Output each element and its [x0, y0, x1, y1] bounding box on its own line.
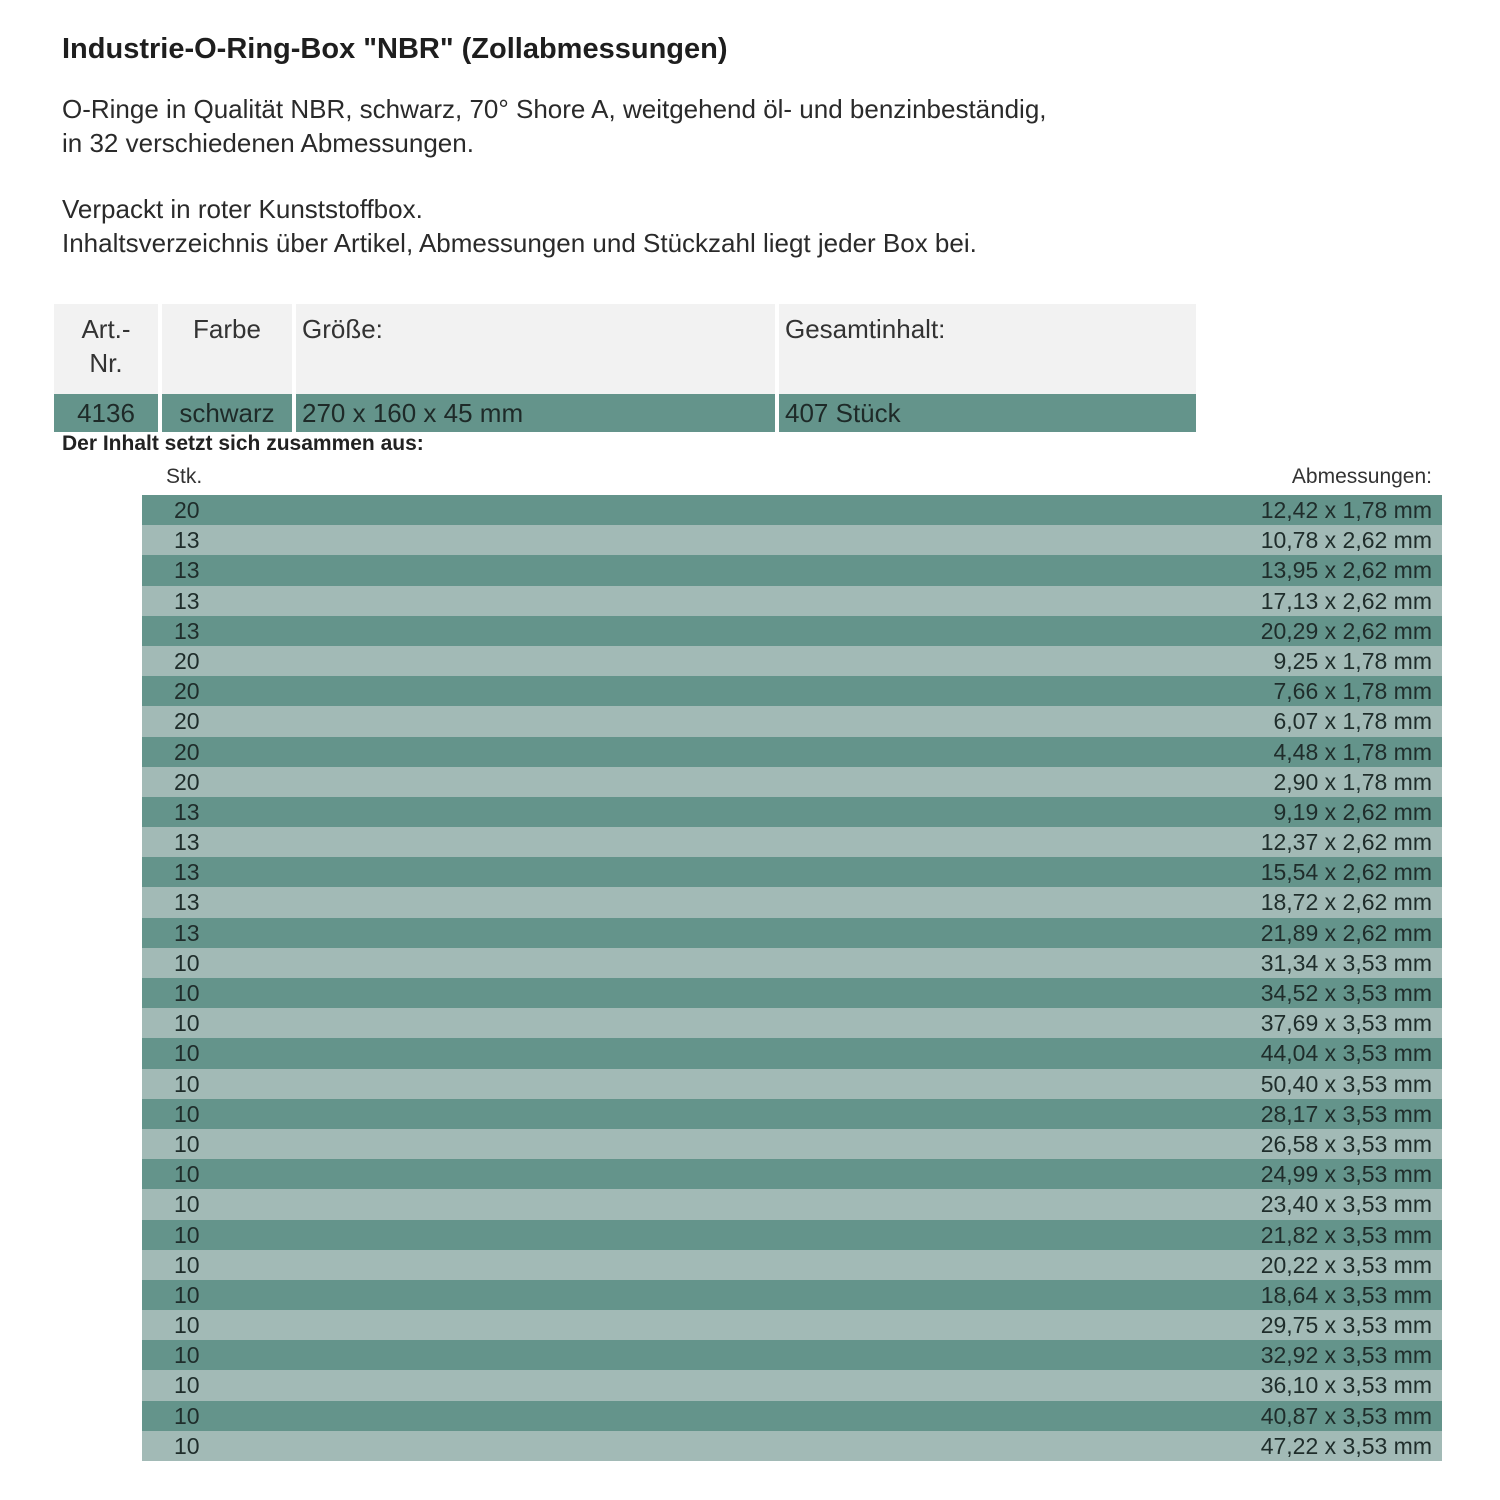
row-qty: 20: [174, 647, 200, 674]
row-dimensions: 40,87 x 3,53 mm: [1260, 1402, 1432, 1429]
row-qty: 10: [174, 1161, 200, 1188]
description-line: in 32 verschiedenen Abmessungen.: [62, 128, 474, 158]
table-row: [142, 887, 1442, 917]
row-qty: 13: [174, 859, 200, 886]
table-row: [142, 857, 1442, 887]
table-row: [142, 1401, 1442, 1431]
row-qty: 10: [174, 1070, 200, 1097]
row-dimensions: 31,34 x 3,53 mm: [1260, 949, 1432, 976]
row-dimensions: 34,52 x 3,53 mm: [1260, 980, 1432, 1006]
description-line: O-Ringe in Qualität NBR, schwarz, 70° Shore A, weitgehend öl- und benzinbeständig,: [62, 94, 1047, 124]
cell-gesamtinhalt: 407 Stück: [779, 394, 1196, 432]
row-qty: 10: [174, 980, 200, 1006]
row-dimensions: 29,75 x 3,53 mm: [1260, 1312, 1432, 1339]
table-row: [142, 1099, 1442, 1129]
table-row: [142, 1220, 1442, 1250]
table-row: [142, 495, 1442, 525]
row-qty: 13: [174, 829, 200, 856]
table-row: [142, 1370, 1442, 1400]
contents-header: [142, 465, 1442, 493]
description-block: [62, 92, 1262, 160]
row-qty: 10: [174, 1221, 200, 1248]
table-row: [142, 797, 1442, 827]
description-line: Inhaltsverzeichnis über Artikel, Abmessungen und Stückzahl liegt jeder Box bei.: [62, 228, 977, 258]
row-qty: 10: [174, 1312, 200, 1339]
packaging-block: [62, 192, 1262, 260]
row-dimensions: 13,95 x 2,62 mm: [1260, 557, 1432, 584]
table-row: [142, 676, 1442, 706]
spec-table: [50, 304, 1200, 432]
row-dimensions: 23,40 x 3,53 mm: [1260, 1191, 1432, 1218]
row-dimensions: 28,17 x 3,53 mm: [1260, 1100, 1432, 1127]
row-dimensions: 18,72 x 2,62 mm: [1260, 889, 1432, 916]
table-row: [142, 555, 1442, 585]
row-dimensions: 12,42 x 1,78 mm: [1260, 497, 1432, 523]
row-dimensions: 15,54 x 2,62 mm: [1260, 859, 1432, 886]
header-dimensions: Abmessungen:: [1291, 465, 1432, 488]
page-title: Industrie-O-Ring-Box "NBR" (Zollabmessungen): [62, 33, 728, 65]
row-dimensions: 20,29 x 2,62 mm: [1260, 617, 1432, 644]
row-qty: 10: [174, 949, 200, 976]
table-row: [142, 706, 1442, 736]
row-qty: 13: [174, 587, 200, 614]
header-farbe: Farbe: [162, 304, 292, 394]
table-row: [142, 586, 1442, 616]
row-qty: 13: [174, 889, 200, 916]
row-dimensions: 37,69 x 3,53 mm: [1260, 1010, 1432, 1037]
row-qty: 10: [174, 1040, 200, 1067]
table-row: [142, 978, 1442, 1008]
row-qty: 10: [174, 1251, 200, 1278]
row-qty: 10: [174, 1100, 200, 1127]
row-dimensions: 21,82 x 3,53 mm: [1260, 1221, 1432, 1248]
row-qty: 20: [174, 708, 200, 735]
table-row: [142, 1340, 1442, 1370]
spec-data-row: [54, 394, 1196, 432]
row-dimensions: 32,92 x 3,53 mm: [1260, 1342, 1432, 1369]
table-row: [142, 1310, 1442, 1340]
table-row: [142, 616, 1442, 646]
row-qty: 10: [174, 1402, 200, 1429]
cell-groesse: 270 x 160 x 45 mm: [296, 394, 775, 432]
header-groesse: Größe:: [296, 304, 775, 394]
table-row: [142, 1189, 1442, 1219]
row-dimensions: 18,64 x 3,53 mm: [1260, 1281, 1432, 1308]
row-qty: 10: [174, 1432, 200, 1459]
contents-heading: Der Inhalt setzt sich zusammen aus:: [62, 432, 424, 455]
row-dimensions: 12,37 x 2,62 mm: [1260, 829, 1432, 856]
table-row: [142, 1159, 1442, 1189]
spec-header-row: [54, 304, 1196, 394]
row-dimensions: 24,99 x 3,53 mm: [1260, 1161, 1432, 1188]
header-gesamtinhalt: Gesamtinhalt:: [779, 304, 1196, 394]
row-dimensions: 6,07 x 1,78 mm: [1273, 708, 1432, 735]
table-row: [142, 646, 1442, 676]
table-row: [142, 1129, 1442, 1159]
table-row: [142, 1431, 1442, 1461]
row-dimensions: 4,48 x 1,78 mm: [1273, 738, 1432, 765]
row-dimensions: 17,13 x 2,62 mm: [1260, 587, 1432, 614]
cell-art-nr: 4136: [54, 394, 158, 432]
row-qty: 10: [174, 1281, 200, 1308]
row-qty: 13: [174, 557, 200, 584]
table-row: [142, 1038, 1442, 1068]
header-art-nr-line1: Art.-: [81, 314, 131, 344]
contents-list: [142, 495, 1442, 1461]
table-row: [142, 918, 1442, 948]
row-dimensions: 2,90 x 1,78 mm: [1273, 768, 1432, 795]
row-dimensions: 9,19 x 2,62 mm: [1273, 798, 1432, 825]
header-art-nr-line2: Nr.: [89, 348, 123, 378]
description-line: Verpackt in roter Kunststoffbox.: [62, 194, 423, 224]
table-row: [142, 1008, 1442, 1038]
row-dimensions: 44,04 x 3,53 mm: [1260, 1040, 1432, 1067]
cell-farbe: schwarz: [162, 394, 292, 432]
row-dimensions: 47,22 x 3,53 mm: [1260, 1432, 1432, 1459]
table-row: [142, 1280, 1442, 1310]
row-dimensions: 21,89 x 2,62 mm: [1260, 919, 1432, 946]
table-row: [142, 1069, 1442, 1099]
row-qty: 13: [174, 798, 200, 825]
table-row: [142, 1250, 1442, 1280]
table-row: [142, 737, 1442, 767]
row-dimensions: 9,25 x 1,78 mm: [1273, 647, 1432, 674]
row-qty: 10: [174, 1130, 200, 1157]
row-dimensions: 26,58 x 3,53 mm: [1260, 1130, 1432, 1157]
row-qty: 10: [174, 1010, 200, 1037]
table-row: [142, 827, 1442, 857]
row-dimensions: 7,66 x 1,78 mm: [1273, 678, 1432, 705]
table-row: [142, 767, 1442, 797]
row-qty: 13: [174, 527, 200, 554]
row-qty: 20: [174, 738, 200, 765]
row-qty: 13: [174, 919, 200, 946]
row-qty: 20: [174, 678, 200, 705]
row-dimensions: 50,40 x 3,53 mm: [1260, 1070, 1432, 1097]
header-qty: Stk.: [166, 465, 203, 488]
row-dimensions: 20,22 x 3,53 mm: [1260, 1251, 1432, 1278]
row-qty: 10: [174, 1342, 200, 1369]
table-row: [142, 948, 1442, 978]
row-qty: 20: [174, 768, 200, 795]
table-row: [142, 525, 1442, 555]
row-dimensions: 10,78 x 2,62 mm: [1260, 527, 1432, 554]
row-qty: 13: [174, 617, 200, 644]
row-qty: 10: [174, 1372, 200, 1399]
row-qty: 20: [174, 497, 200, 523]
row-qty: 10: [174, 1191, 200, 1218]
header-art-nr: [54, 304, 158, 394]
row-dimensions: 36,10 x 3,53 mm: [1260, 1372, 1432, 1399]
